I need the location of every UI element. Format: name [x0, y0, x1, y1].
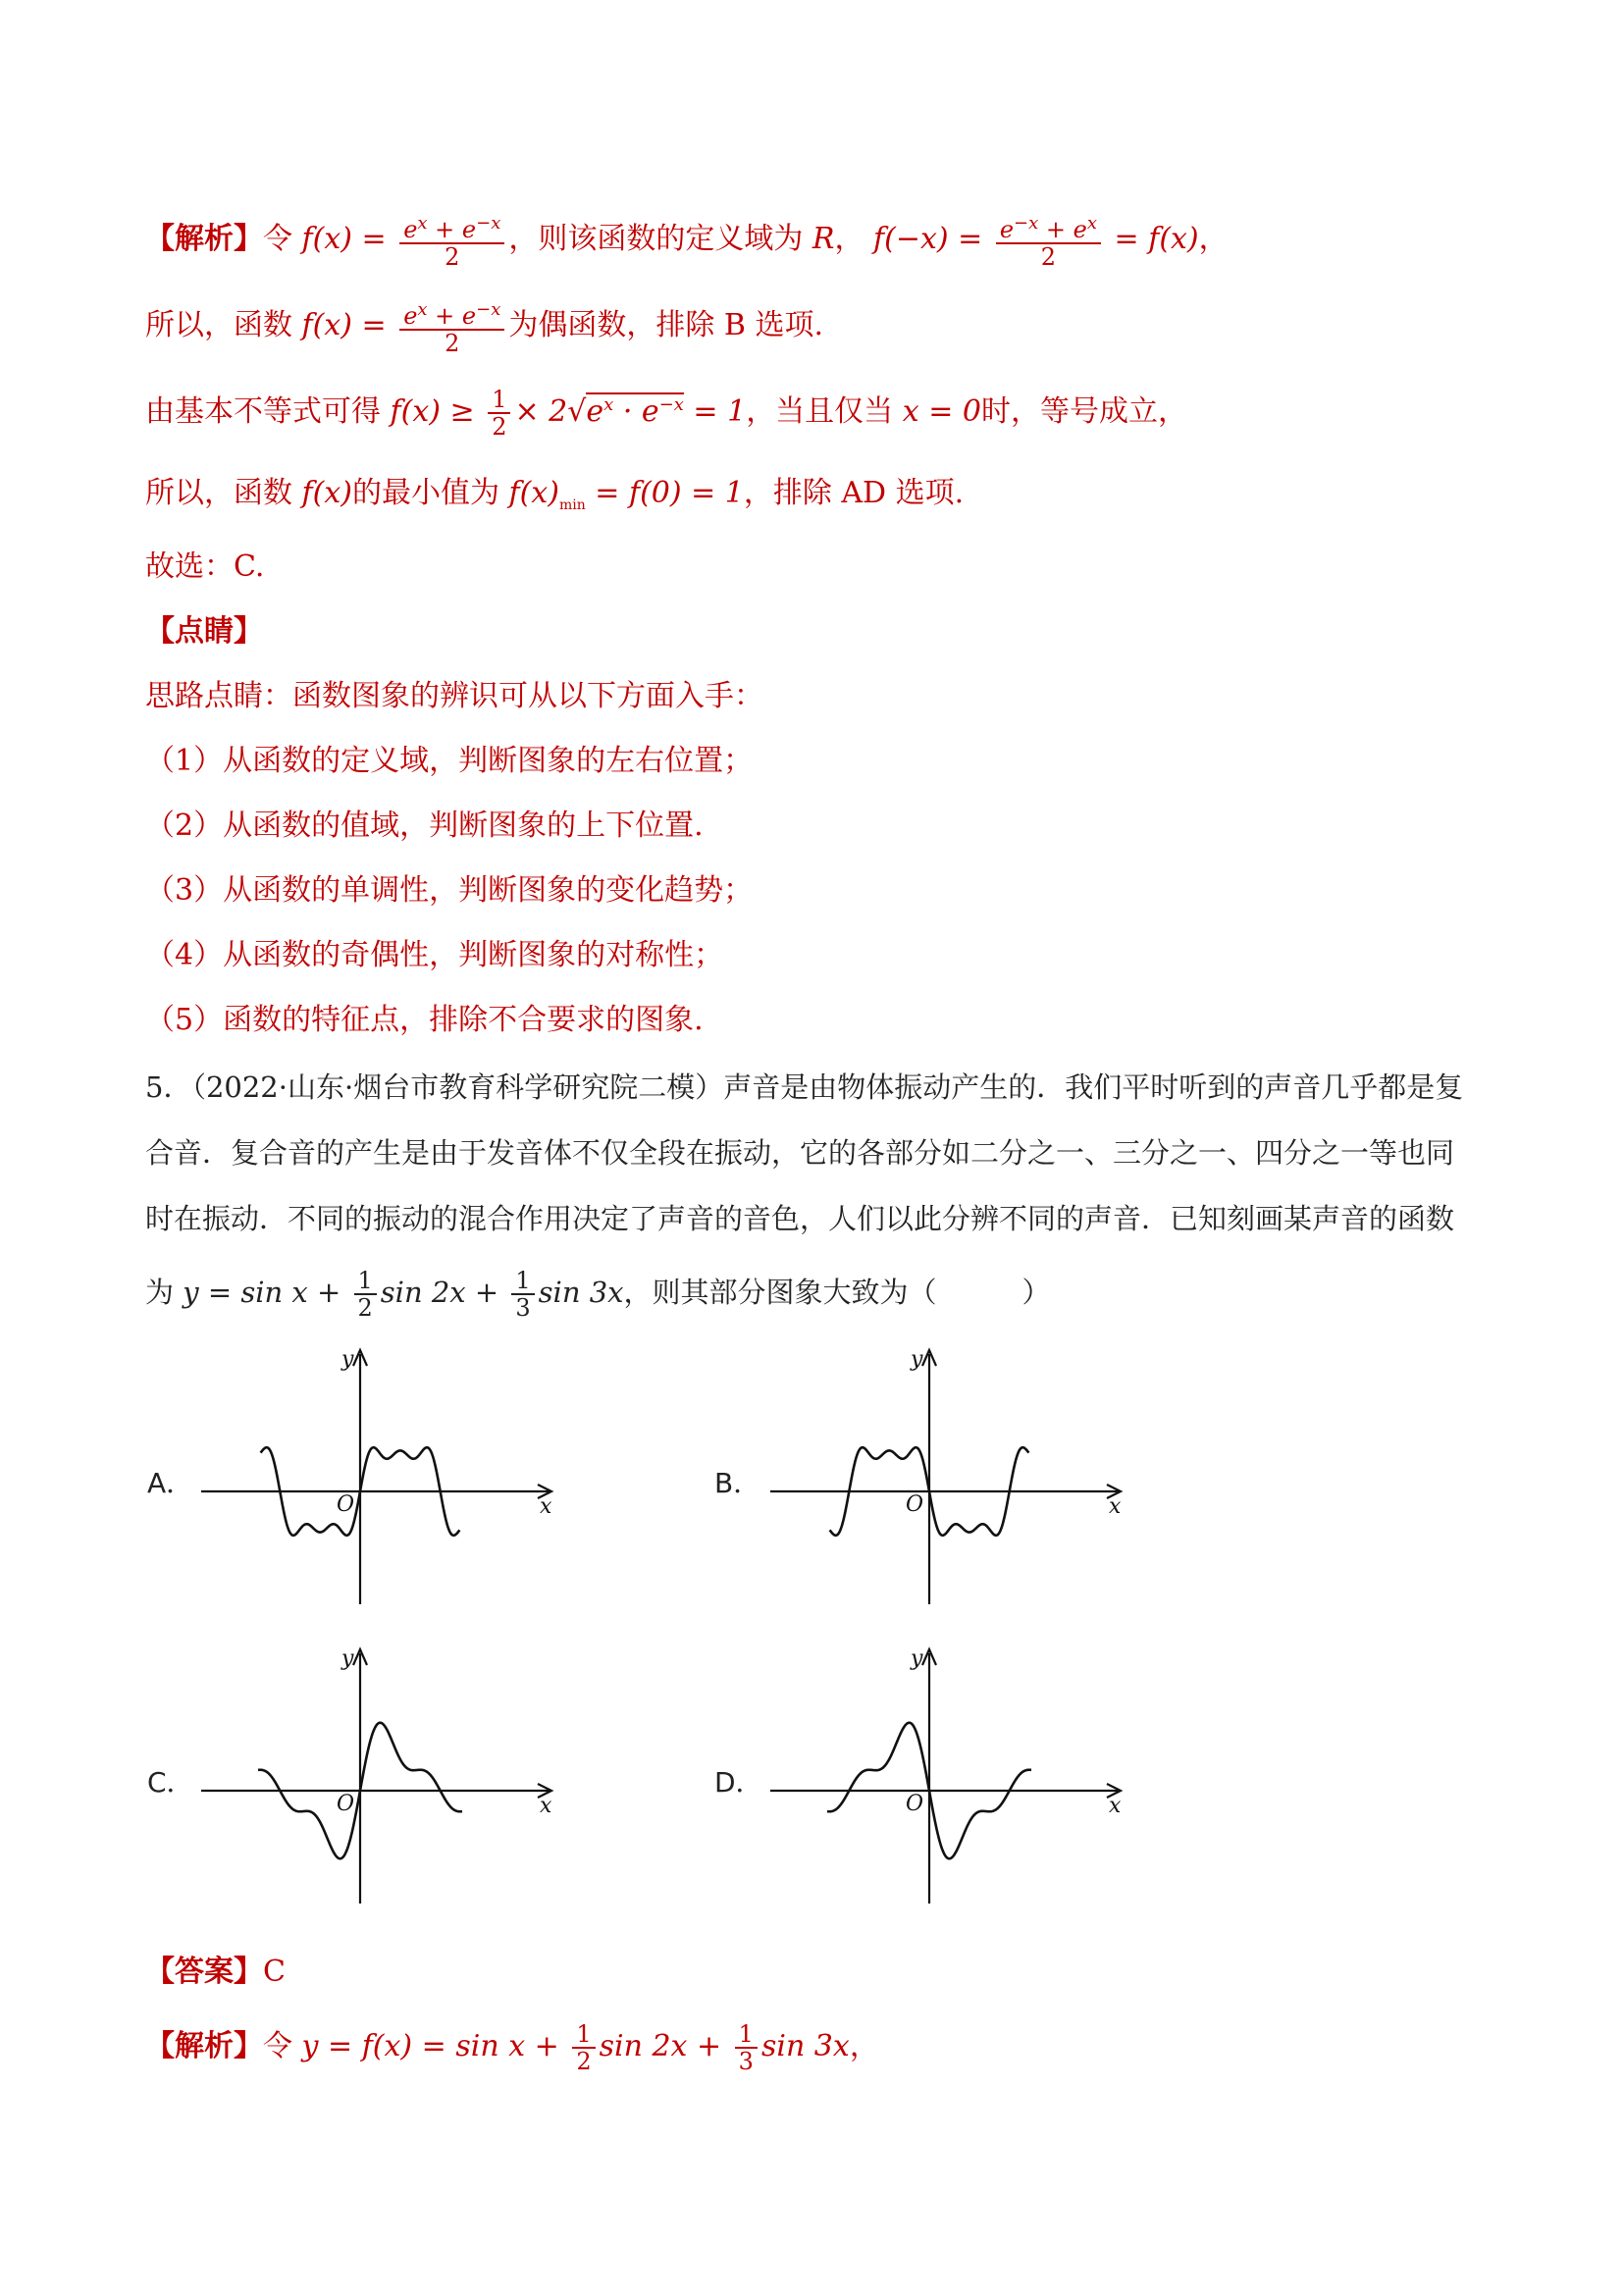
math-numerator: 1 — [572, 2021, 595, 2049]
text-fragment: ，排除 AD 选项. — [743, 476, 965, 510]
math-sup: x — [1086, 213, 1097, 234]
text-fragment: 所以，函数 — [145, 308, 292, 342]
tip-item-3: （3）从函数的单调性，判断图象的变化趋势； — [145, 873, 754, 908]
math-e: e — [461, 302, 477, 330]
fraction-third — [735, 2021, 758, 2074]
text-fragment: ，则其部分图象大致为（ ） — [623, 1276, 1051, 1309]
math-denominator: 2 — [1040, 243, 1057, 271]
text-fragment: 由基本不等式可得 — [145, 394, 381, 429]
math-e: e — [403, 216, 418, 243]
answer-tag: 【答案】 — [145, 1955, 263, 1989]
question-line-4 — [145, 1268, 1051, 1321]
math-sup: x — [417, 299, 428, 320]
math-sup: −x — [1014, 213, 1039, 234]
fraction-cosh — [399, 211, 504, 270]
math-text: f(x) = — [301, 222, 396, 256]
y-axis-label: y — [911, 1646, 923, 1671]
math-denominator: 3 — [738, 2048, 754, 2075]
math-sup: x — [603, 394, 614, 415]
origin-label: O — [906, 1792, 924, 1816]
question-line-1: 5．（2022·山东·烟台市教育科学研究院二模）声音是由物体振动产生的．我们平时听到的声音几乎都是复 — [145, 1070, 1464, 1104]
text-fragment: 为 — [145, 1276, 175, 1309]
math-sup: −x — [476, 299, 501, 320]
answer-value: C — [263, 1955, 286, 1989]
math-text: sin 2x + — [599, 2029, 731, 2063]
x-axis-label: x — [1109, 1794, 1122, 1818]
fraction-cosh-neg — [996, 211, 1101, 270]
analysis-last-line — [145, 2021, 879, 2074]
x-axis-label: x — [540, 1494, 552, 1519]
math-e: e — [461, 216, 477, 243]
text-fragment: 的最小值为 — [351, 476, 499, 510]
math-text: f(x) — [301, 476, 352, 510]
option-b-label: B． — [714, 1467, 761, 1499]
math-denominator: 2 — [445, 330, 460, 357]
text-fragment: ， — [1198, 222, 1229, 256]
formula-fx — [302, 222, 396, 256]
fraction-third — [511, 1268, 534, 1321]
analysis-line-1 — [145, 211, 1229, 270]
option-d-label: D． — [714, 1766, 763, 1799]
math-radicand — [586, 392, 684, 429]
analysis-line-3 — [145, 386, 1187, 440]
tip-item-2: （2）从函数的值域，判断图象的上下位置. — [145, 809, 704, 843]
math-plus: + — [427, 302, 462, 330]
math-text: f(x) — [508, 476, 559, 510]
y-axis-label: y — [341, 1646, 354, 1671]
tip-item-4: （4）从函数的奇偶性，判断图象的对称性； — [145, 938, 724, 972]
math-denominator: 2 — [445, 243, 460, 271]
y-axis-label: y — [341, 1347, 354, 1372]
origin-label: O — [906, 1492, 924, 1517]
math-e: e — [403, 302, 418, 330]
math-sup: −x — [476, 213, 501, 234]
text-fragment: 时，等号成立， — [980, 394, 1187, 429]
analysis-tag: 【解析】 — [145, 222, 263, 256]
tip-item-5: （5）函数的特征点，排除不合要求的图象. — [145, 1003, 704, 1037]
math-dot: · — [613, 394, 642, 429]
analysis-tag: 【解析】 — [145, 2029, 263, 2063]
option-c-graph — [196, 1644, 569, 1908]
text-fragment: 令 — [263, 222, 292, 256]
text-fragment: ，当且仅当 — [746, 394, 894, 429]
math-text: f(x) ≥ — [390, 394, 485, 429]
math-text: y = sin x + — [183, 1276, 350, 1309]
origin-label: O — [337, 1492, 355, 1517]
math-denominator: 2 — [357, 1294, 373, 1322]
math-text: = f(0) = 1 — [585, 476, 744, 510]
fraction-cosh — [399, 297, 504, 356]
option-a-graph — [196, 1344, 569, 1609]
math-numerator: 1 — [488, 387, 510, 414]
fraction-half — [572, 2021, 595, 2074]
tip-heading: 【点睛】 — [145, 614, 263, 649]
option-b-graph — [765, 1344, 1138, 1609]
math-sub: min — [558, 497, 586, 513]
tip-line: 思路点睛：函数图象的辨识可从以下方面入手： — [145, 679, 763, 713]
text-fragment: ， — [849, 2029, 879, 2063]
text-fragment: 为偶函数，排除 B 选项. — [508, 308, 824, 342]
math-e: e — [999, 216, 1015, 243]
math-denominator: 3 — [515, 1294, 531, 1322]
origin-label: O — [337, 1792, 355, 1816]
math-denominator: 2 — [576, 2048, 592, 2075]
text-fragment: 所以，函数 — [145, 476, 292, 510]
question-line-3: 时在振动．不同的振动的混合作用决定了声音的音色，人们以此分辨不同的声音．已知刻画某声音的函数 — [145, 1202, 1455, 1235]
math-text: x = 0 — [902, 394, 981, 429]
analysis-line-2 — [145, 297, 823, 356]
math-e: e — [586, 394, 604, 429]
question-line-2: 合音．复合音的产生是由于发音体不仅全段在振动，它的各部分如二分之一、三分之一、四分之一等也同 — [145, 1136, 1455, 1170]
math-R: R — [812, 222, 835, 256]
math-plus: + — [427, 216, 462, 243]
math-sup: x — [417, 213, 428, 234]
math-text: = f(x) — [1105, 222, 1199, 256]
y-axis-label: y — [911, 1347, 923, 1372]
text-fragment: 令 — [263, 2029, 292, 2063]
option-d-graph — [765, 1644, 1138, 1908]
math-e: e — [1073, 216, 1087, 243]
math-text: sin 2x + — [380, 1276, 508, 1309]
math-text: f(−x) = — [873, 222, 992, 256]
option-a-label: A． — [147, 1467, 194, 1499]
math-numerator: 1 — [354, 1268, 377, 1295]
math-text: = 1 — [683, 394, 747, 429]
math-denominator: 2 — [492, 413, 507, 441]
fraction-half — [354, 1268, 377, 1321]
math-text: f(x) = — [301, 308, 396, 342]
math-text: sin 3x — [538, 1276, 624, 1309]
math-text: y = f(x) = sin x + — [301, 2029, 569, 2063]
fraction-half — [488, 387, 510, 440]
x-axis-label: x — [1109, 1494, 1122, 1519]
math-plus: + — [1038, 216, 1073, 243]
analysis-line-4 — [145, 474, 964, 525]
answer-line — [145, 1953, 286, 1992]
tip-item-1: （1）从函数的定义域，判断图象的左右位置； — [145, 744, 754, 778]
option-c-label: C． — [147, 1766, 194, 1799]
math-text: sin 3x — [760, 2029, 850, 2063]
math-numerator: 1 — [511, 1268, 534, 1295]
math-e: e — [641, 394, 659, 429]
math-text: × 2√ — [514, 394, 587, 429]
answer-choice-line: 故选：C. — [145, 549, 265, 584]
x-axis-label: x — [540, 1794, 552, 1818]
text-fragment: ， — [834, 222, 864, 256]
math-sup: −x — [658, 394, 684, 415]
text-fragment: ，则该函数的定义域为 — [508, 222, 804, 256]
math-numerator: 1 — [735, 2021, 758, 2049]
